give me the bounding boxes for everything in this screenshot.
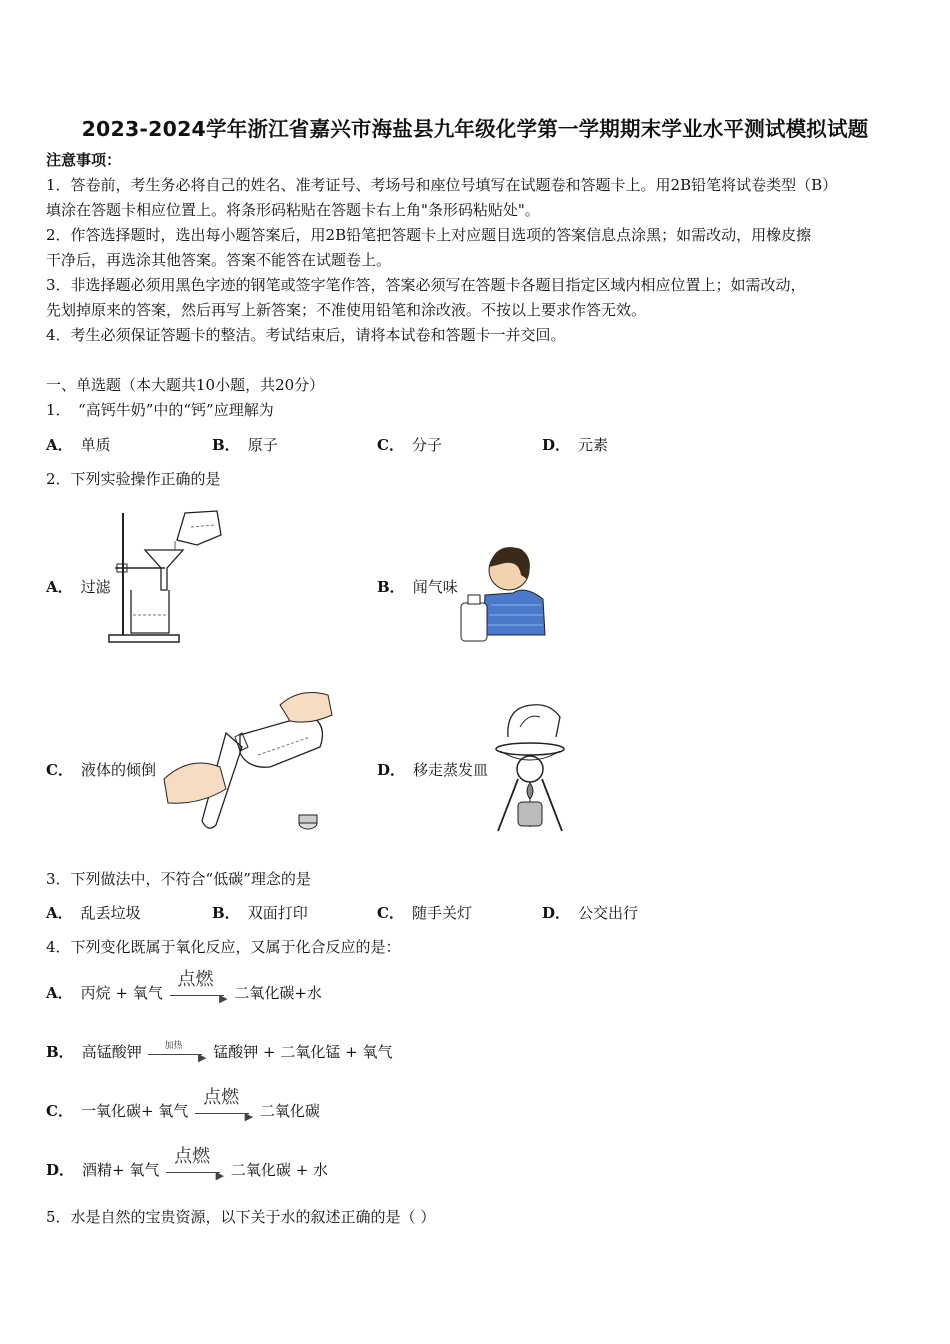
q3-option-a: A． 乱丢垃圾 xyxy=(46,904,141,922)
q4-option-c: C． 一氧化碳+ 氧气 点燃 ▶ 二氧化碳 xyxy=(46,1087,320,1123)
q1-option-a: A． 单质 xyxy=(46,436,111,454)
q2-option-b: B． 闻气味 xyxy=(377,578,458,596)
question-2-stem: 2．下列实验操作正确的是 xyxy=(46,470,221,488)
question-1-stem: 1． “高钙牛奶”中的“钙”应理解为 xyxy=(46,401,274,419)
q4-option-b: B． 高锰酸钾 加热 ▶ 锰酸钾 + 二氧化锰 + 氧气 xyxy=(46,1041,393,1064)
notice-line: 1．答卷前，考生务必将自己的姓名、准考证号、考场号和座位号填写在试题卷和答题卡上。用2B铅笔将试卷类型（B） xyxy=(46,176,838,194)
q2-option-a: A． 过滤 xyxy=(46,578,111,596)
pouring-liquid-illustration xyxy=(160,685,335,835)
q3-option-b: B． 双面打印 xyxy=(212,904,308,922)
q2-option-c: C． 液体的倾倒 xyxy=(46,761,156,779)
question-4-stem: 4．下列变化既属于氧化反应，又属于化合反应的是： xyxy=(46,938,401,956)
filtration-apparatus-illustration xyxy=(105,505,230,645)
reaction-arrow: 点燃 ▶ xyxy=(170,984,228,1004)
notice-line: 干净后，再选涂其他答案。答案不能答在试题卷上。 xyxy=(46,251,392,269)
q1-option-b: B． 原子 xyxy=(212,436,278,454)
smelling-gas-illustration xyxy=(455,535,550,647)
q3-option-d: D． 公交出行 xyxy=(542,904,639,922)
q1-option-d: D． 元素 xyxy=(542,436,609,454)
reaction-arrow: 点燃 ▶ xyxy=(195,1102,253,1122)
question-3-stem: 3．下列做法中，不符合“低碳”理念的是 xyxy=(46,870,311,888)
q3-option-c: C． 随手关灯 xyxy=(377,904,472,922)
q4-option-d: D． 酒精+ 氧气 点燃 ▶ 二氧化碳 + 水 xyxy=(46,1146,329,1182)
question-5-stem: 5．水是自然的宝贵资源，以下关于水的叙述正确的是（ ） xyxy=(46,1208,436,1226)
evaporating-dish-illustration xyxy=(490,697,570,837)
reaction-arrow: 加热 ▶ xyxy=(148,1043,206,1063)
notice-line: 4．考生必须保证答题卡的整洁。考试结束后，请将本试卷和答题卡一并交回。 xyxy=(46,326,566,344)
section-heading: 一、单选题（本大题共10小题，共20分） xyxy=(46,376,325,394)
notice-line: 填涂在答题卡相应位置上。将条形码粘贴在答题卡右上角"条形码粘贴处"。 xyxy=(46,201,540,219)
q4-option-a: A． 丙烷 + 氧气 点燃 ▶ 二氧化碳+水 xyxy=(46,969,322,1005)
notice-line: 先划掉原来的答案，然后再写上新答案；不准使用铅笔和涂改液。不按以上要求作答无效。 xyxy=(46,301,647,319)
q1-option-c: C． 分子 xyxy=(377,436,442,454)
notice-line: 2．作答选择题时，选出每小题答案后，用2B铅笔把答题卡上对应题目选项的答案信息点涂黑；如需改动，用橡皮擦 xyxy=(46,226,812,244)
page-title: 2023-2024学年浙江省嘉兴市海盐县九年级化学第一学期期末学业水平测试模拟试题 xyxy=(81,117,869,141)
notice-heading: 注意事项： xyxy=(46,151,122,169)
q2-option-d: D． 移走蒸发皿 xyxy=(377,761,489,779)
notice-line: 3．非选择题必须用黑色字迹的钢笔或签字笔作答，答案必须写在答题卡各题目指定区域内相应位置上；如需改动， xyxy=(46,276,806,294)
reaction-arrow: 点燃 ▶ xyxy=(166,1161,224,1181)
